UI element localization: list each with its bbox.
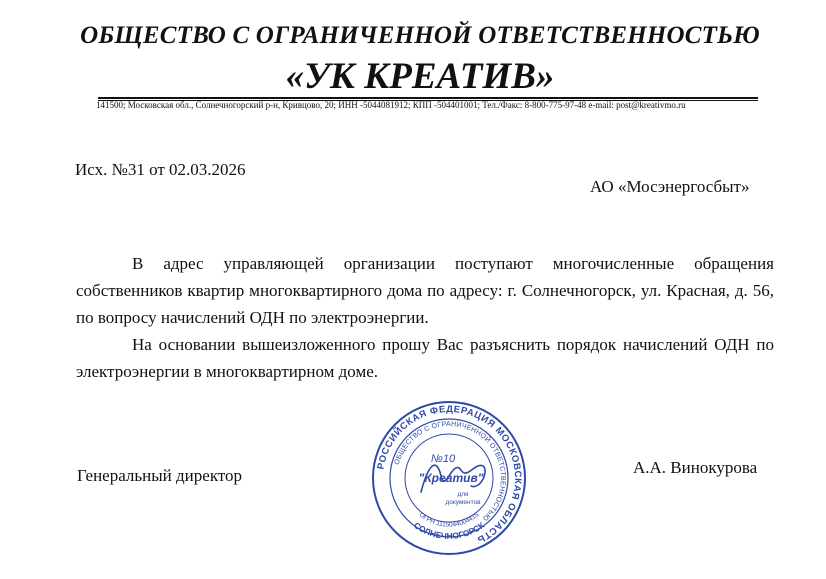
seal-inner-text: ОБЩЕСТВО С ОГРАНИЧЕННОЙ ОТВЕТСТВЕННОСТЬЮ (393, 420, 507, 522)
company-legal-form: ОБЩЕСТВО С ОГРАНИЧЕННОЙ ОТВЕТСТВЕННОСТЬЮ (80, 22, 760, 49)
seal-number: №10 (430, 453, 456, 465)
company-seal-stamp (371, 400, 527, 556)
company-address: 141500; Московская обл., Солнечногорский р-н, Кривцово, 20; ИНН -5044081912; КПП -504401001; Тел./Факс: 8-800-775-97-48 e-mail: post@kreativmo.ru (96, 100, 686, 110)
seal-purpose-1: для (457, 491, 469, 498)
seal-city: СОЛНЕЧНОГОРСК (412, 520, 486, 541)
seal-ogrn: ОГРН 1115044004415 (417, 511, 481, 529)
header-divider (98, 97, 758, 99)
paragraph-1: В адрес управляющей организации поступают многочисленные обращения собственников квартир многоквартирного дома по адресу: г. Солнечногорск, ул. Красная, д. 56, по вопросу начислений ОДН по электроэнергии. (76, 254, 774, 327)
signatory-position: Генеральный директор (77, 466, 243, 485)
letter-body (76, 250, 774, 385)
company-name: «УК КРЕАТИВ» (285, 56, 555, 97)
seal-outer-text: РОССИЙСКАЯ ФЕДЕРАЦИЯ МОСКОВСКАЯ ОБЛАСТЬ (375, 403, 524, 546)
signatory-name: А.А. Винокурова (633, 458, 758, 477)
seal-purpose-2: документов (445, 499, 481, 506)
seal-center-name: "Креатив" (418, 471, 484, 485)
recipient: АО «Мосэнергосбыт» (590, 177, 750, 196)
paragraph-2: На основании вышеизложенного прошу Вас разъяснить порядок начислений ОДН по электроэнергии в многоквартирном доме. (76, 335, 774, 381)
outgoing-reference: Исх. №31 от 02.03.2026 (75, 160, 246, 179)
